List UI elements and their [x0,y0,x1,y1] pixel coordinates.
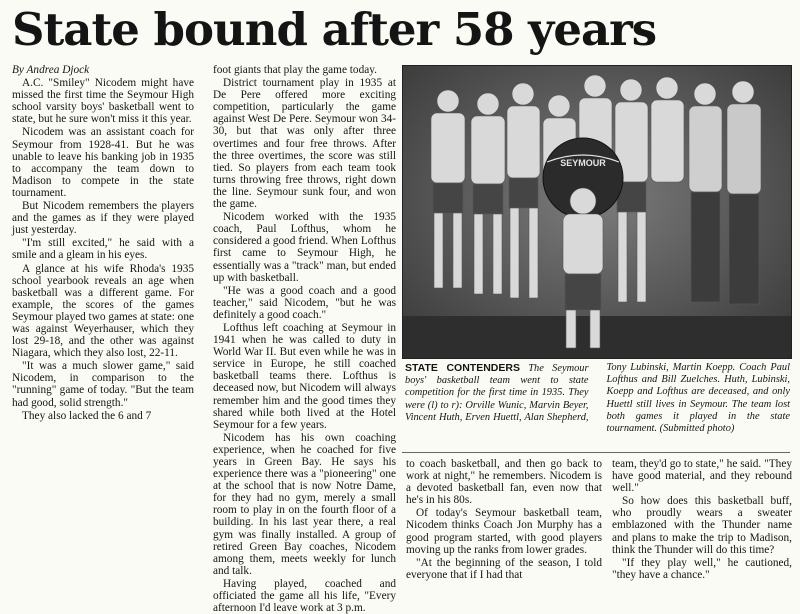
paragraph: Nicodem has his own coaching experience, when he coached for five years in Green Bay. He says his experience there was a "pioneering" one at the school that is now Notre Dame, for they had no gym, merely a small room to play in on the fourth floor of a building. In his last year there, a real gym was finally installed. A group of retired Green Bay coaches, Nicodem among them, meets weekly for lunch and talk. [213,431,396,577]
paragraph: Having played, coached and officiated the game all his life, "Every afternoon I'd leave work at 3 p.m. [213,577,396,614]
divider [402,452,790,453]
paragraph: A glance at his wife Rhoda's 1935 school yearbook reveals an age when basketball was a different game. For example, the scores of the games Seymour played two games at state: one was against Weyerhauser, which they lost 29-18, and the other was against Niagara, which they also lost, 22-11. [12,262,194,360]
byline: By Andrea Djock [12,64,90,76]
paragraph: Of today's Seymour basketball team, Nicodem thinks Coach Jon Murphy has a good program started, with good players moving up the ranks from lower grades. [406,507,602,556]
team-photo [402,65,792,359]
paragraph: Nicodem worked with the 1935 coach, Paul Lofthus, whom he considered a good friend. When Lofthus first came to Seymour High, he essentially was a "track" man, but ended up with basketball. [213,211,396,284]
paragraph: to coach basketball, and then go back to work at night," he remembers. Nicodem is a devoted basketball fan, even now that he's in his 80s. [406,458,602,507]
paragraph: "I'm still excited," he said with a smile and a gleam in his eyes. [12,237,194,262]
paragraph: District tournament play in 1935 at De Pere offered more exciting competition, particularly the game against West De Pere. Seymour won 34-30, but that was only after three overtimes and four free throws. After the three overtimes, the score was still tied. So players from each team took turns throwing free throws, right down the line. Seymour sunk four, and won the game. [213,77,396,211]
article-column-3 [406,458,602,593]
team-photo-image [403,66,791,358]
paragraph: Nicodem was an assistant coach for Seymour from 1928-41. But he was unable to leave his banking job in 1935 to accompany the team down to Madison to compete in the state tournament. [12,126,194,199]
paragraph: A.C. "Smiley" Nicodem might have missed the first time the Seymour High school varsity boys' basketball went to state, but he sure won't miss it this year. [12,77,194,126]
caption-lead: STATE CONTENDERS [405,362,520,374]
ball-lettering: SEYMOUR [560,158,606,168]
paragraph: "At the beginning of the season, I told everyone that if I had that [406,556,602,581]
paragraph: So how does this basketball buff, who proudly wears a sweater emblazoned with the Thunder name and plans to make the trip to Madison, think the Thunder will do this time? [612,495,792,556]
photo-caption [405,362,790,446]
paragraph: They also lacked the 6 and 7 [22,409,152,422]
paragraph: "He was a good coach and a good teacher," said Nicodem, "but he was definitely a good coach." [213,284,396,321]
caption-text: The Seymour boys' basketball team went to state competition for the first time in 1935. They were (l) to r): Orville Wunic, Marvin Beyer, Vincent Huth, Erven Huettl, Alan Shepherd, Tony Lubinski, Martin Koepp. Coach Paul Lofthus and Bill Zuelches. Huth, Lubinski, Koepp and Lofthus are deceased, and only Huettl still lives in Seymour. The team lost both games it played in the state tournament. (Submitted photo) [405,362,790,435]
headline: State bound after 58 years [12,3,657,56]
paragraph: team, they'd go to state," he said. "They have good material, and they rebound well." [612,458,792,495]
paragraph: Lofthus left coaching at Seymour in 1941 when he was called to duty in World War II. But even while he was in service in Europe, he still coached basketball teams there. Lofthus is deceased now, but Nicodem will always remember him and the good times they shared while both lived at the Hotel Seymour for a few years. [213,321,396,431]
paragraph: But Nicodem remembers the players and the games as if they were played just yesterday. [12,200,194,237]
paragraph: "If they play well," he cautioned, "they have a chance." [612,556,792,581]
article-column-1 [12,64,194,594]
article-column-4 [612,458,792,593]
paragraph: foot giants that play the game today. [213,64,377,76]
paragraph: "It was a much slower game," said Nicodem, in comparison to the "running" game of today. "But the team had good, solid strength." [12,360,194,409]
article-column-2 [213,64,396,614]
